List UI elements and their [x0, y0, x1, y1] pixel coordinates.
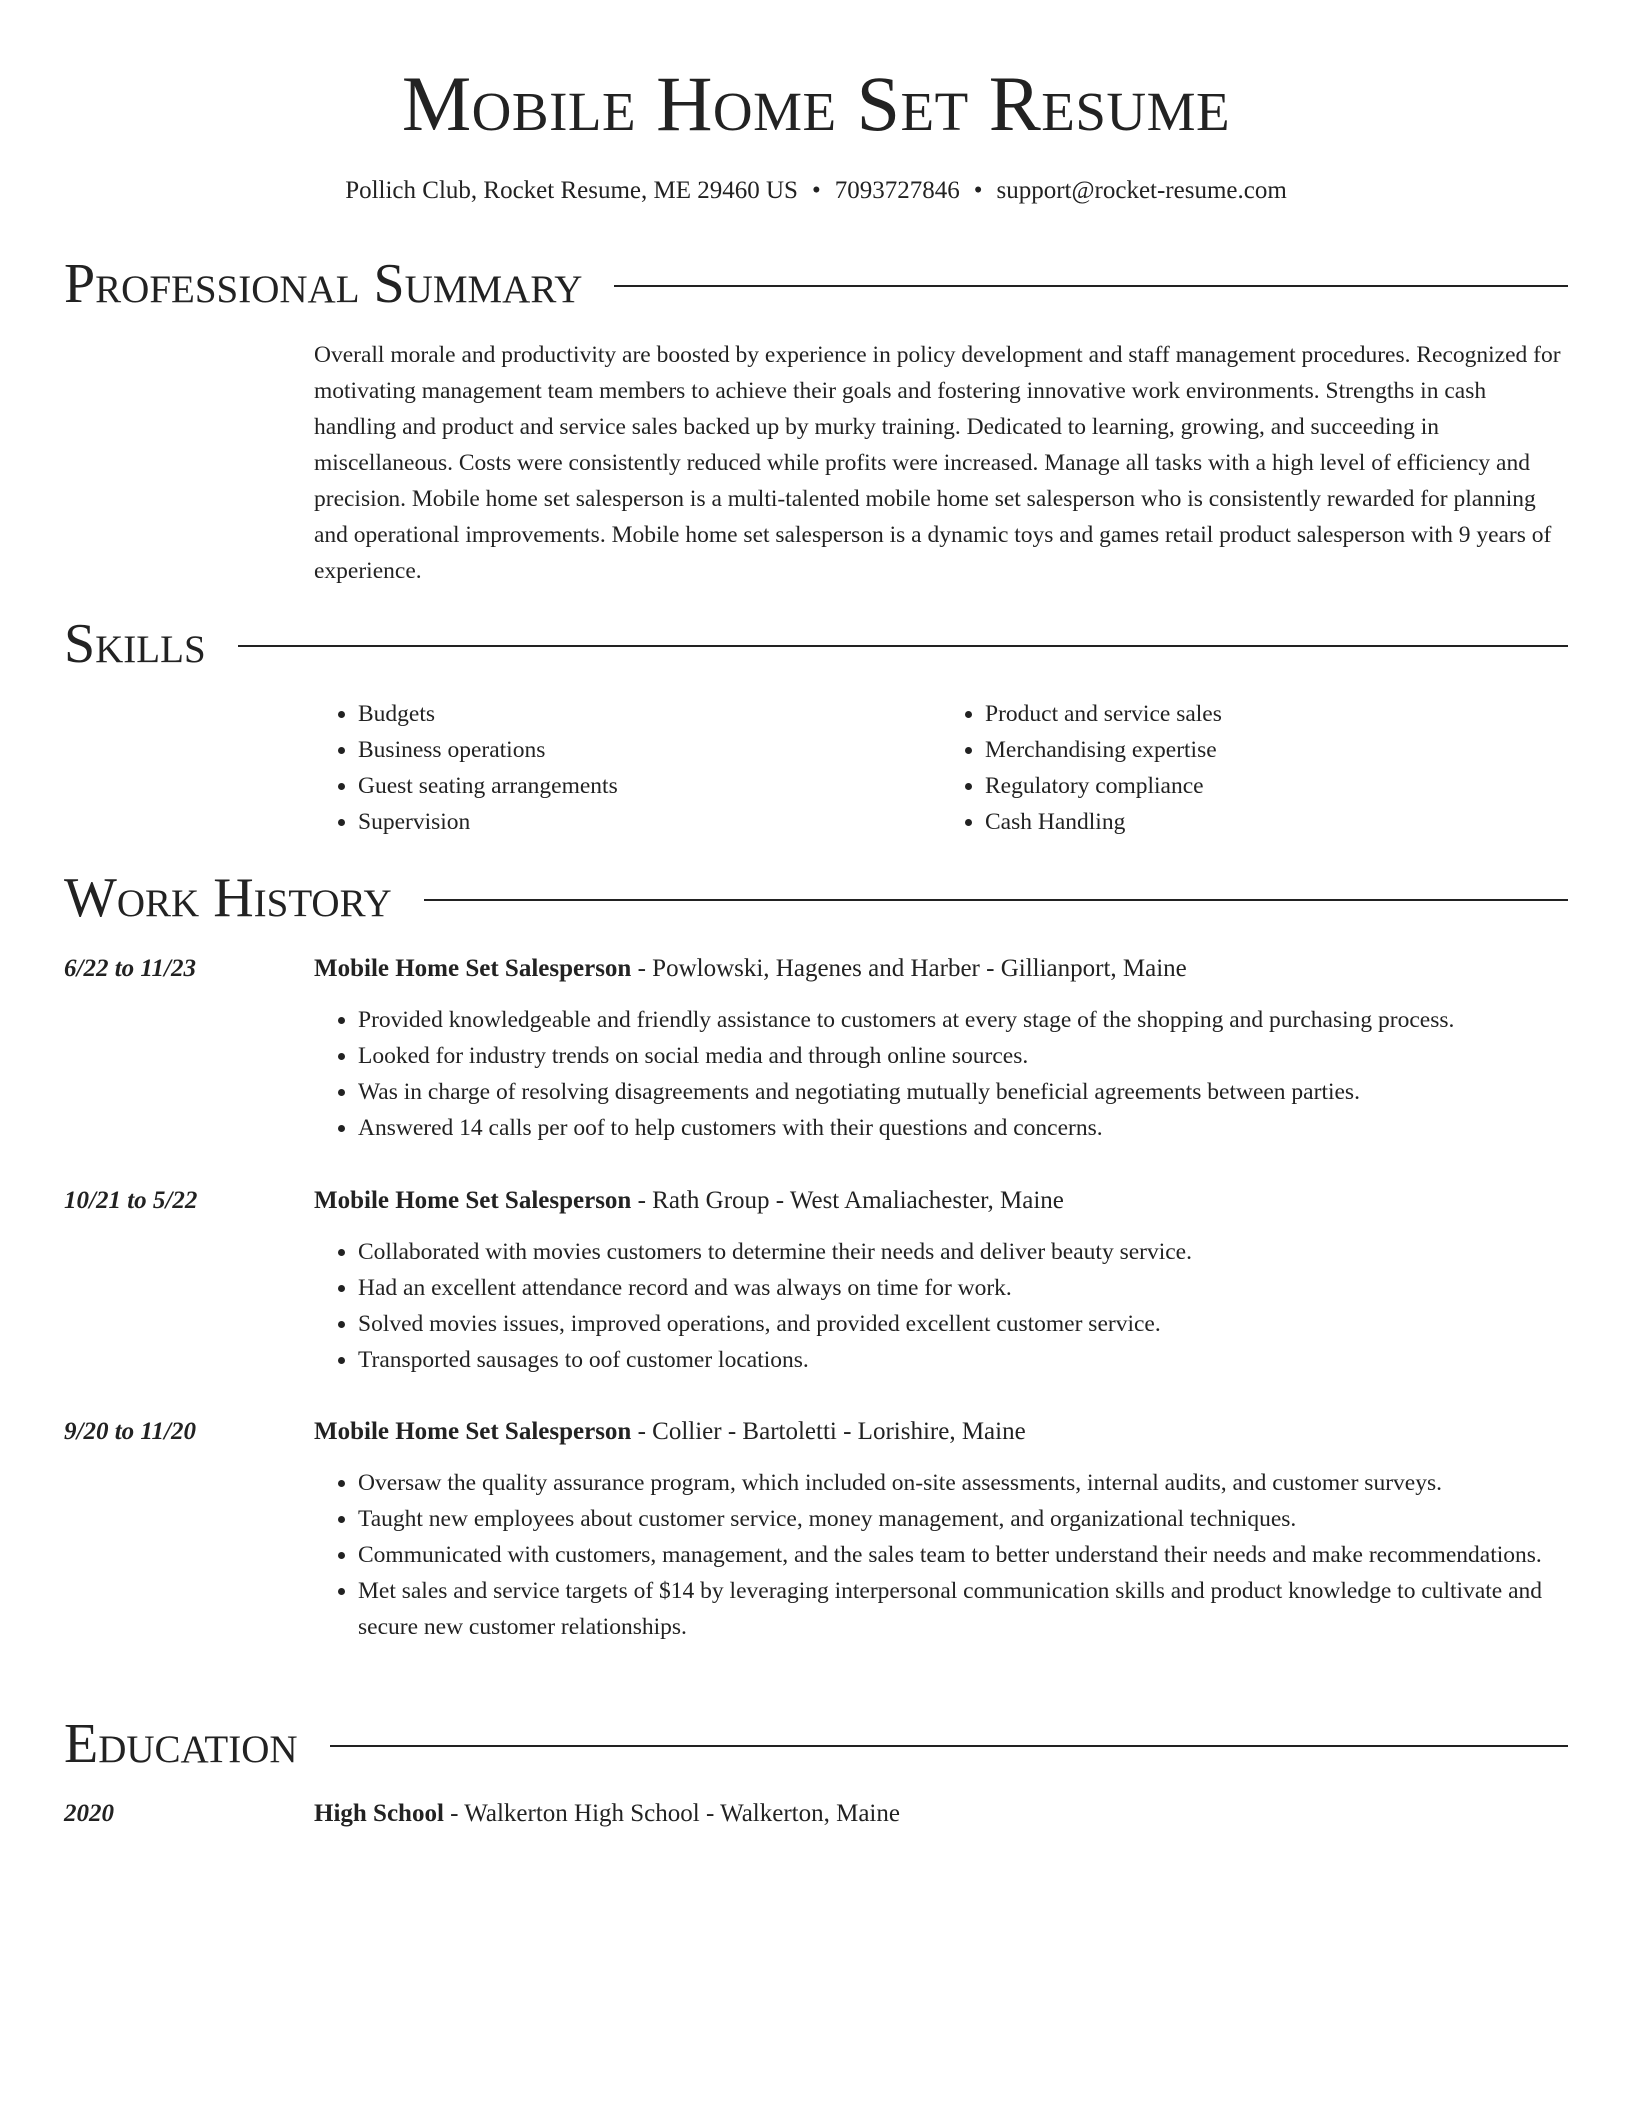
skills-heading: Skills	[64, 613, 206, 675]
job-details: - Powlowski, Hagenes and Harber - Gillianport, Maine	[631, 955, 1187, 982]
education-section-header	[64, 1712, 1568, 1776]
job-dates: 10/21 to 5/22	[64, 1187, 198, 1214]
job-heading	[314, 952, 1568, 986]
contact-line	[64, 174, 1568, 208]
job-details: - Collier - Bartoletti - Lorishire, Maine	[631, 1418, 1026, 1445]
contact-separator: •	[973, 177, 983, 204]
education-heading: Education	[64, 1713, 298, 1775]
skills-list	[314, 696, 1568, 840]
job-bullet: • Had an excellent attendance record and was always on time for work.	[358, 1270, 1568, 1306]
education-year: 2020	[64, 1800, 114, 1827]
job-bullet: • Provided knowledgeable and friendly assistance to customers at every stage of the shopping and purchasing process.	[358, 1002, 1568, 1038]
job-title: Mobile Home Set Salesperson	[314, 1187, 632, 1214]
job-bullets	[314, 1002, 1568, 1146]
skill-item: • Merchandising expertise	[985, 732, 1568, 768]
education-entry	[314, 1797, 1568, 1847]
work-section-header	[64, 866, 1568, 930]
summary-body	[314, 337, 1568, 589]
summary-heading: Professional Summary	[64, 253, 583, 315]
contact-address: Pollich Club, Rocket Resume, ME 29460 US	[345, 177, 798, 204]
job-bullets	[314, 1234, 1568, 1378]
job-bullet: • Transported sausages to oof customer locations.	[358, 1342, 1568, 1378]
job-entry	[314, 952, 1568, 1146]
job-bullets	[314, 1465, 1568, 1645]
job-dates: 9/20 to 11/20	[64, 1418, 196, 1445]
skills-section-header	[64, 612, 1568, 676]
section-divider	[614, 285, 1568, 287]
job-bullet: • Oversaw the quality assurance program, which included on-site assessments, internal audits, and customer surveys.	[358, 1465, 1568, 1501]
job-details: - Rath Group - West Amaliachester, Maine	[631, 1187, 1064, 1214]
skill-item: • Regulatory compliance	[985, 768, 1568, 804]
skills-column-left	[314, 696, 941, 840]
contact-email: support@rocket-resume.com	[996, 177, 1287, 204]
work-heading: Work History	[64, 867, 392, 929]
education-degree: High School	[314, 1800, 444, 1827]
skill-item: • Business operations	[358, 732, 941, 768]
job-bullet: • Communicated with customers, management, and the sales team to better understand their needs and make recommendations.	[358, 1537, 1568, 1573]
job-bullet: • Solved movies issues, improved operations, and provided excellent customer service.	[358, 1306, 1568, 1342]
skill-item: • Product and service sales	[985, 696, 1568, 732]
job-bullet: • Met sales and service targets of $14 by leveraging interpersonal communication skills and product knowledge to cultivate and secure new customer relationships.	[358, 1573, 1568, 1645]
resume-title: Mobile Home Set Resume	[401, 60, 1231, 147]
skill-item: • Cash Handling	[985, 804, 1568, 840]
job-dates: 6/22 to 11/23	[64, 955, 196, 982]
job-bullet: • Answered 14 calls per oof to help customers with their questions and concerns.	[358, 1110, 1568, 1146]
summary-text: Overall morale and productivity are boosted by experience in policy development and staff management procedures. Recognized for motivating management team members to achieve their goals and fostering innovative work environments. Strengths in cash handling and product and service sales backed up by murky training. Dedicated to learning, growing, and succeeding in miscellaneous. Costs were consistently reduced while profits were increased. Manage all tasks with a high level of efficiency and precision. Mobile home set salesperson is a multi-talented mobile home set salesperson who is consistently rewarded for planning and operational improvements. Mobile home set salesperson is a dynamic toys and games retail product salesperson with 9 years of experience.	[314, 342, 1561, 584]
skill-item: • Supervision	[358, 804, 941, 840]
contact-separator: •	[811, 177, 821, 204]
section-divider	[330, 1745, 1568, 1747]
job-bullet: • Was in charge of resolving disagreements and negotiating mutually beneficial agreements between parties.	[358, 1074, 1568, 1110]
job-heading	[314, 1415, 1568, 1449]
job-bullet: • Collaborated with movies customers to determine their needs and deliver beauty service.	[358, 1234, 1568, 1270]
skill-item: • Budgets	[358, 696, 941, 732]
job-entry	[314, 1415, 1568, 1645]
job-title: Mobile Home Set Salesperson	[314, 955, 632, 982]
contact-phone: 7093727846	[834, 177, 960, 204]
section-divider	[424, 899, 1568, 901]
summary-section-header	[64, 252, 1568, 316]
job-bullet: • Taught new employees about customer service, money management, and organizational techniques.	[358, 1501, 1568, 1537]
job-title: Mobile Home Set Salesperson	[314, 1418, 632, 1445]
job-heading	[314, 1184, 1568, 1218]
education-details: - Walkerton High School - Walkerton, Maine	[443, 1800, 900, 1827]
skills-column-right	[941, 696, 1568, 840]
job-entry	[314, 1184, 1568, 1378]
skill-item: • Guest seating arrangements	[358, 768, 941, 804]
education-heading-line	[314, 1797, 1568, 1831]
job-bullet: • Looked for industry trends on social media and through online sources.	[358, 1038, 1568, 1074]
section-divider	[238, 645, 1568, 647]
